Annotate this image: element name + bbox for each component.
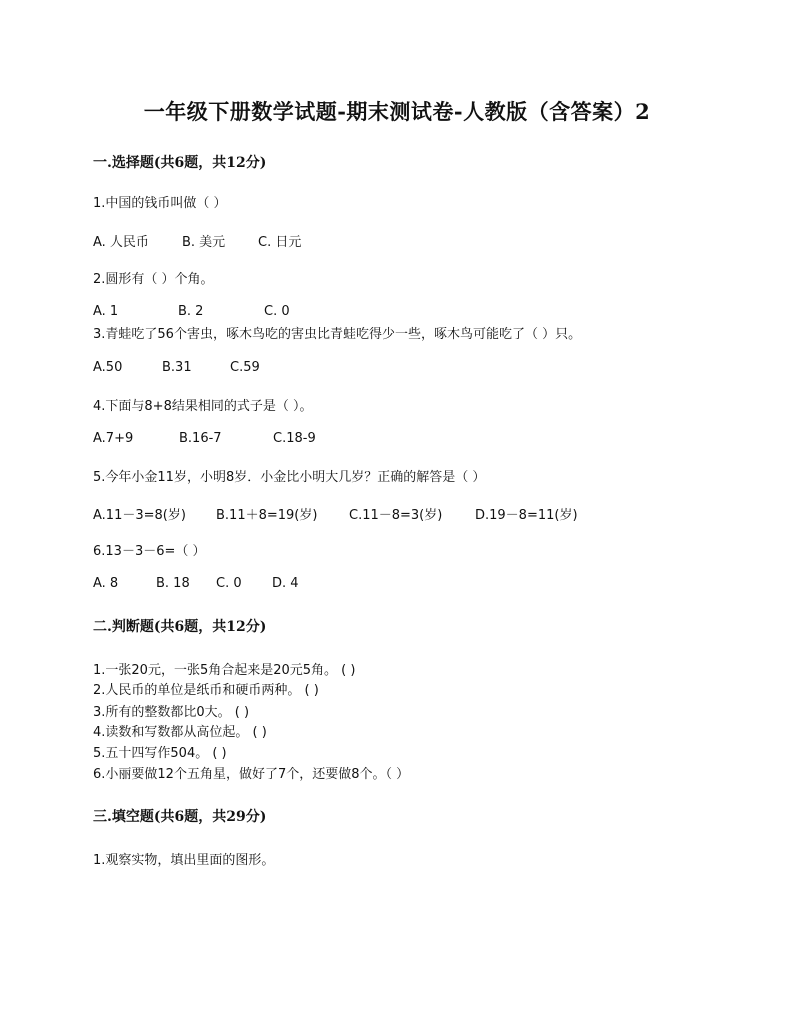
choice-options-3 bbox=[93, 360, 260, 375]
choice-question-3: 3.青蛙吃了56个害虫，啄木鸟吃的害虫比青蛙吃得少一些，啄木鸟可能吃了（ ）只。 bbox=[93, 327, 582, 342]
option-c: C.11－8=3(岁) bbox=[349, 508, 443, 523]
option-c: C.18-9 bbox=[273, 431, 316, 446]
choice-options-2 bbox=[93, 304, 290, 319]
judge-question-6: 6.小丽要做12个五角星，做好了7个，还要做8个。（ ） bbox=[93, 767, 410, 782]
judge-question-5: 5.五十四写作504。 ( ) bbox=[93, 746, 227, 761]
judge-question-2: 2.人民币的单位是纸币和硬币两种。 ( ) bbox=[93, 683, 319, 698]
option-d: D. 4 bbox=[272, 576, 299, 591]
page-title: 一年级下册数学试题-期末测试卷-人教版（含答案）2 bbox=[143, 99, 651, 124]
option-b: B.11＋8=19(岁) bbox=[216, 508, 318, 523]
option-c: C.59 bbox=[230, 360, 260, 375]
choice-options-5 bbox=[93, 504, 578, 523]
choice-question-4: 4.下面与8+8结果相同的式子是（ ）。 bbox=[93, 399, 313, 414]
section-heading-judge: 二.判断题(共6题，共12分) bbox=[93, 619, 267, 635]
option-b: B. 18 bbox=[156, 576, 190, 591]
option-c: C. 0 bbox=[216, 576, 242, 591]
option-a: A.11－3=8(岁) bbox=[93, 508, 186, 523]
fill-question-1: 1.观察实物，填出里面的图形。 bbox=[93, 853, 275, 868]
choice-question-2: 2.圆形有（ ）个角。 bbox=[93, 272, 214, 287]
judge-question-4: 4.读数和写数都从高位起。 ( ) bbox=[93, 725, 267, 740]
option-a: A. 1 bbox=[93, 304, 119, 319]
option-c: C. 日元 bbox=[258, 235, 302, 250]
option-a: A. 人民币 bbox=[93, 235, 149, 250]
choice-question-5: 5.今年小金11岁，小明8岁．小金比小明大几岁？正确的解答是（ ） bbox=[93, 470, 486, 485]
judge-question-3: 3.所有的整数都比0大。 ( ) bbox=[93, 705, 250, 720]
option-a: A. 8 bbox=[93, 576, 119, 591]
judge-question-1: 1.一张20元，一张5角合起来是20元5角。 ( ) bbox=[93, 663, 356, 678]
choice-options-6 bbox=[93, 576, 299, 591]
section-heading-choice: 一.选择题(共6题，共12分) bbox=[93, 155, 267, 171]
option-a: A.7+9 bbox=[93, 431, 134, 446]
option-b: B.16-7 bbox=[179, 431, 222, 446]
option-d: D.19－8=11(岁) bbox=[475, 508, 578, 523]
choice-options-1 bbox=[93, 231, 301, 250]
option-b: B. 美元 bbox=[182, 235, 226, 250]
choice-question-6: 6.13－3－6=（ ） bbox=[93, 544, 206, 559]
option-b: B. 2 bbox=[178, 304, 204, 319]
choice-question-1: 1.中国的钱币叫做（ ） bbox=[93, 196, 227, 211]
option-b: B.31 bbox=[162, 360, 192, 375]
option-a: A.50 bbox=[93, 360, 123, 375]
option-c: C. 0 bbox=[264, 304, 290, 319]
choice-options-4 bbox=[93, 431, 316, 446]
section-heading-fill: 三.填空题(共6题，共29分) bbox=[93, 809, 267, 825]
